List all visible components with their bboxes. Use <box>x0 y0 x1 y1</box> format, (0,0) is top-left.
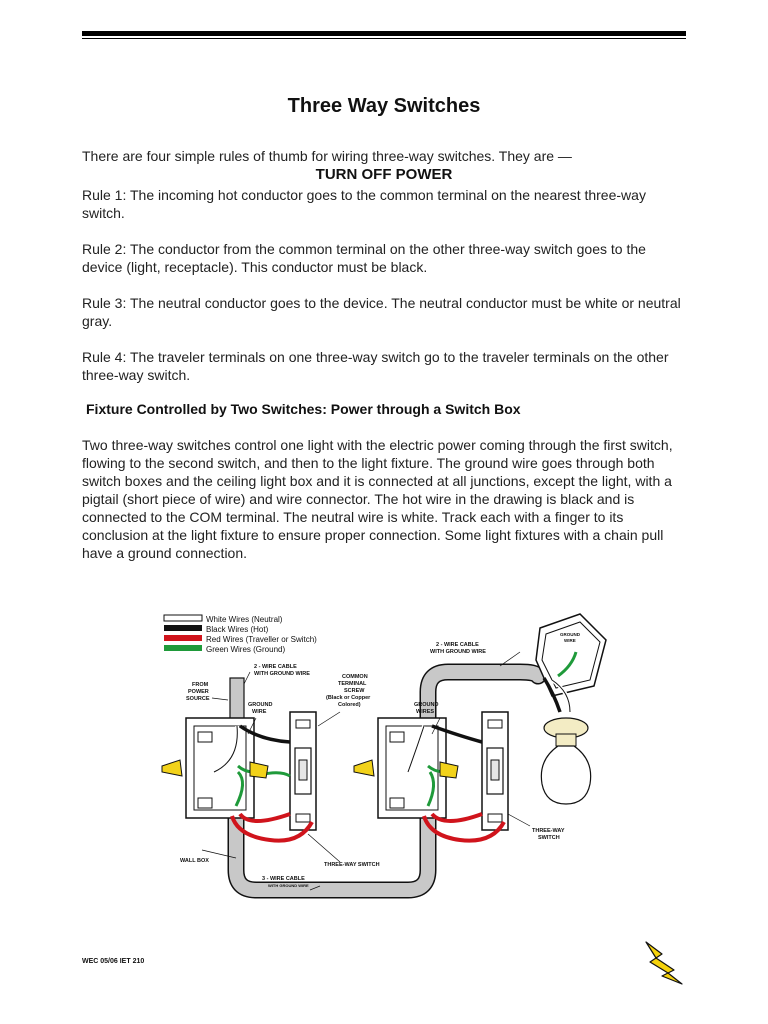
label-three-way-right-1: THREE-WAY <box>532 828 565 834</box>
light-bulb <box>541 746 590 804</box>
rule-4: Rule 4: The traveler terminals on one three-way switch go to the traveler terminals on the other three-way switch. <box>82 349 669 383</box>
top-rule-thin <box>82 38 686 39</box>
section-subheading: Fixture Controlled by Two Switches: Power through a Switch Box <box>86 401 521 417</box>
middle-wire-connector <box>354 760 374 776</box>
label-common-2: TERMINAL <box>338 681 367 687</box>
legend-swatch-green <box>164 645 202 651</box>
rule-1: Rule 1: The incoming hot conductor goes to the common terminal on the nearest three-way switch. <box>82 187 646 221</box>
left-three-way-switch <box>290 712 316 830</box>
middle-wall-box <box>378 718 446 818</box>
legend-label-black: Black Wires (Hot) <box>206 625 269 634</box>
top-rule-thick <box>82 31 686 36</box>
label-cable-bottom-sub: WITH GROUND WIRE <box>268 883 309 888</box>
intro-paragraph: There are four simple rules of thumb for wiring three-way switches. They are — <box>82 148 572 164</box>
legend-label-red: Red Wires (Traveller or Switch) <box>206 635 317 644</box>
label-common-3: SCREW <box>344 688 365 694</box>
legend-swatch-red <box>164 635 202 641</box>
label-common-5: Colored) <box>338 702 361 708</box>
label-ground-wire-left-1: GROUND <box>248 702 273 708</box>
label-ground-wire-left-2: WIRE <box>252 709 267 715</box>
label-ground-wires-mid-1: GROUND <box>414 702 439 708</box>
label-cable-bottom: 3 - WIRE CABLE <box>262 876 305 882</box>
wiring-diagram <box>140 600 630 910</box>
lightning-bolt-icon <box>640 938 686 988</box>
label-cable-left: 2 - WIRE CABLE <box>254 664 297 670</box>
legend-swatch-white <box>164 615 202 621</box>
light-socket <box>556 734 576 746</box>
left-ground-connector <box>250 762 268 778</box>
page-title: Three Way Switches <box>287 95 481 117</box>
label-wall-box: WALL BOX <box>180 858 209 864</box>
middle-three-way-switch <box>482 712 508 830</box>
label-cable-right-sub: WITH GROUND WIRE <box>430 649 486 655</box>
label-cable-left-sub: WITH GROUND WIRE <box>254 671 310 677</box>
label-ground-wires-mid-2: WIRES <box>416 709 435 715</box>
label-cable-right: 2 - WIRE CABLE <box>436 642 479 648</box>
label-ground-wire-right-2: WIRE <box>564 638 576 643</box>
description-paragraph: Two three-way switches control one light with the electric power coming through the first switch, flowing to the second switch, and then to the light fixture. The ground wire goes through both switch boxes and the ceiling light box and it is connected at all junctions, except the light, with a pigtail (short piece of wire) and wire connector. The hot wire in the drawing is black and is connected to the COM terminal. The neutral wire is white. Track each with a finger to its conclusion at the light fixture to ensure proper connection. Some light fixtures with a chain pull have a ground connection. <box>82 437 673 561</box>
label-three-way-right-2: SWITCH <box>538 835 560 841</box>
legend-label-white: White Wires (Neutral) <box>206 615 283 624</box>
left-wire-connector <box>162 760 182 776</box>
label-common-4: (Black or Copper <box>326 695 371 701</box>
label-three-way-switch: THREE-WAY SWITCH <box>324 862 380 868</box>
label-common-1: COMMON <box>342 674 368 680</box>
legend-swatch-black <box>164 625 202 631</box>
rule-3: Rule 3: The neutral conductor goes to the device. The neutral conductor must be white or neutral gray. <box>82 295 681 329</box>
legend-label-green: Green Wires (Ground) <box>206 645 286 654</box>
label-ground-wire-right-1: GROUND <box>560 632 580 637</box>
page-footer: WEC 05/06 IET 210 <box>82 958 145 965</box>
upper-cable <box>428 672 538 718</box>
label-from-power-2: POWER <box>188 689 209 695</box>
label-from-power-1: FROM <box>192 682 209 688</box>
rule-2: Rule 2: The conductor from the common terminal on the other three-way switch goes to the device (light, receptacle). This conductor must be black. <box>82 241 646 275</box>
middle-ground-connector <box>440 762 458 778</box>
label-from-power-3: SOURCE <box>186 696 210 702</box>
diagram-legend <box>164 615 317 654</box>
turn-off-power-heading: TURN OFF POWER <box>315 166 453 183</box>
